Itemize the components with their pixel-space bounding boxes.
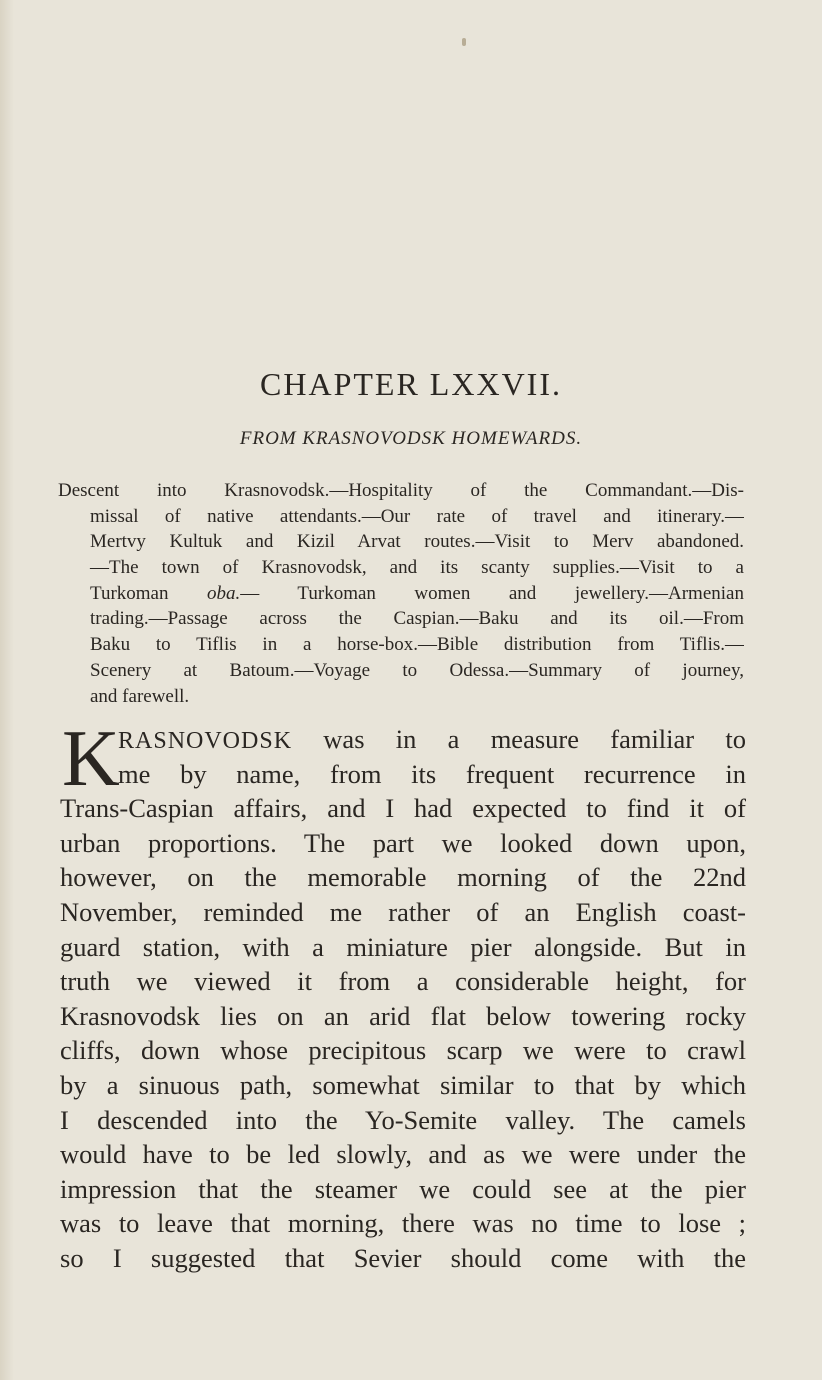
body-line: impression that the steamer we could see at the pier [60, 1173, 746, 1204]
body-line: cliffs, down whose precipitous scarp we were to crawl [60, 1035, 746, 1066]
paper-speck [462, 38, 466, 46]
body-paragraph [60, 715, 746, 1276]
first-word: RASNOVODSK [118, 728, 293, 754]
page-edge [0, 0, 14, 1380]
body-line: would have to be led slowly, and as we were under the [60, 1139, 746, 1170]
body-line: truth we viewed it from a considerable height, for [60, 966, 746, 997]
body-line: guard station, with a miniature pier alongside. But in [60, 931, 746, 962]
body-line: by a sinuous path, somewhat similar to that by which [60, 1069, 746, 1100]
synopsis-line: Scenery at Batoum.—Voyage to Odessa.—Summary of journey, [90, 659, 744, 681]
body-line: Krasnovodsk lies on an arid flat below towering rocky [60, 1000, 746, 1031]
body-line: November, reminded me rather of an English coast- [60, 896, 746, 927]
italic-term: oba. [207, 582, 241, 604]
body-line [60, 722, 746, 757]
body-line: however, on the memorable morning of the 22nd [60, 862, 746, 893]
synopsis-line: Baku to Tiflis in a horse-box.—Bible distribution from Tiflis.— [90, 634, 744, 656]
synopsis-line: trading.—Passage across the Caspian.—Baku and its oil.—From [90, 608, 744, 630]
body-line: so I suggested that Sevier should come with the [60, 1242, 746, 1273]
body-line: Trans-Caspian affairs, and I had expected to find it of [60, 793, 746, 824]
body-line: me by name, from its frequent recurrence in [118, 758, 746, 789]
synopsis-line: and farewell. [90, 685, 190, 707]
synopsis-line: —The town of Krasnovodsk, and its scanty supplies.—Visit to a [90, 557, 744, 579]
chapter-subtitle: FROM KRASNOVODSK HOMEWARDS. [239, 428, 583, 449]
synopsis-line: Turkoman oba.— Turkoman women and jewellery.—Armenian [90, 582, 744, 604]
synopsis-line: missal of native attendants.—Our rate of travel and itinerary.— [90, 505, 744, 527]
synopsis-line: Mertvy Kultuk and Kizil Arvat routes.—Visit to Merv abandoned. [90, 531, 744, 553]
body-line: I descended into the Yo-Semite valley. The camels [60, 1104, 746, 1135]
chapter-title: CHAPTER LXXVII. [260, 366, 562, 402]
synopsis-line: Descent into Krasnovodsk.—Hospitality of the Commandant.—Dis- [58, 480, 744, 501]
body-line-text: was in a measure familiar to [292, 724, 746, 754]
chapter-synopsis [58, 478, 744, 709]
drop-cap: K [62, 715, 120, 803]
body-line: urban proportions. The part we looked down upon, [60, 827, 746, 858]
body-line: was to leave that morning, there was no time to lose ; [60, 1208, 746, 1239]
